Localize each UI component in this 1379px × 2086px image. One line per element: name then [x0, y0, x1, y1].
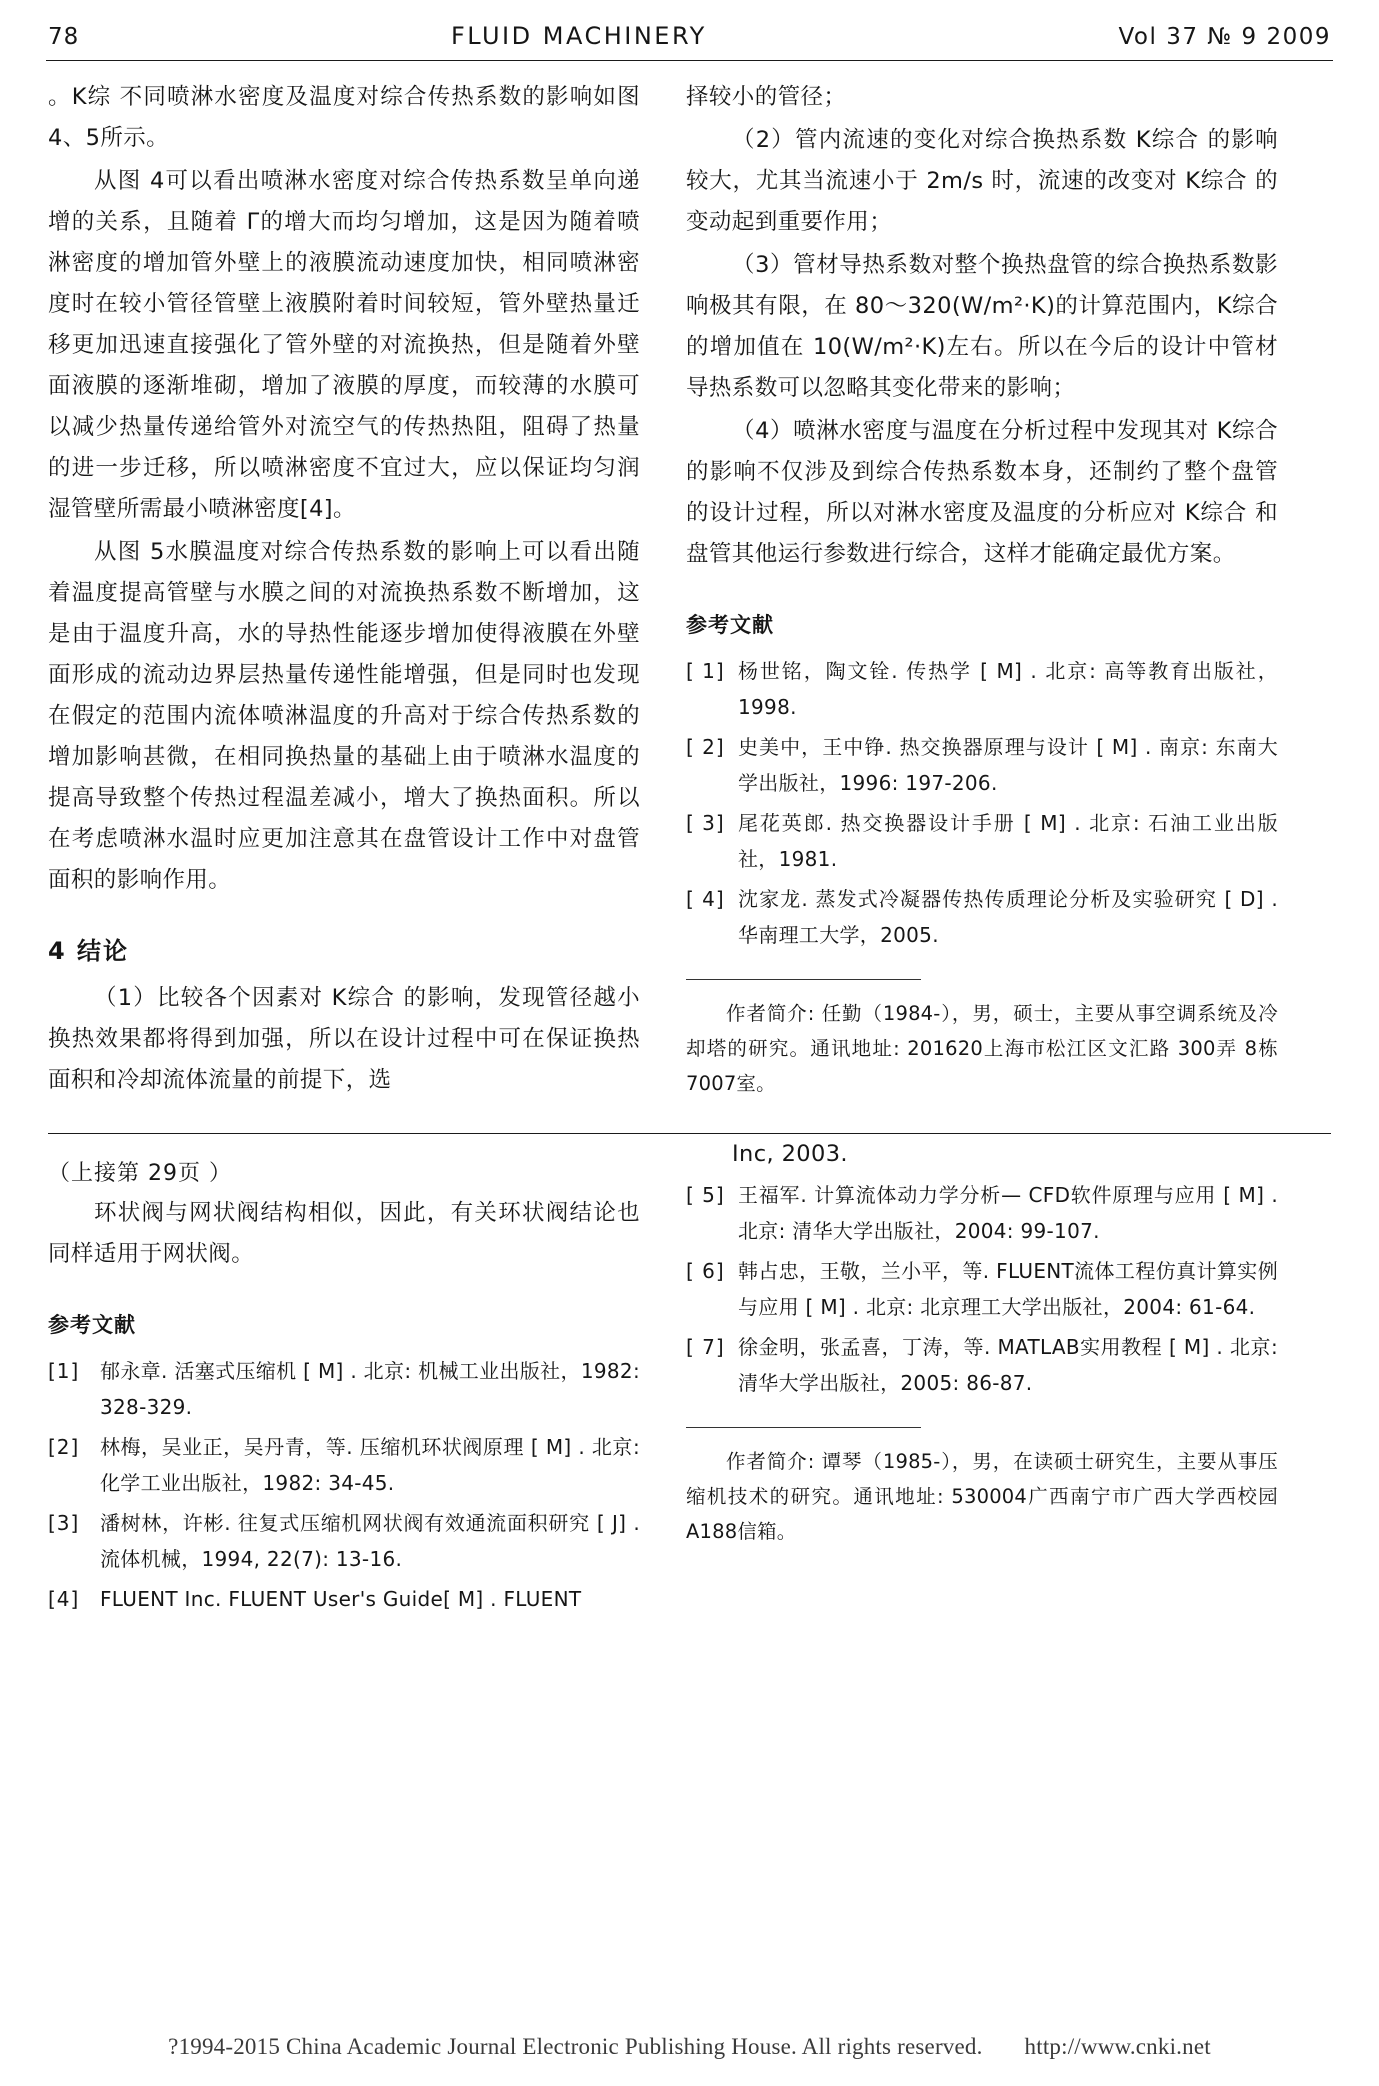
bio-divider	[686, 1427, 921, 1428]
reference-continuation: Inc, 2003.	[732, 1141, 848, 1167]
reference-text: 林梅，吴业正，吴丹青，等. 压缩机环状阀原理 [ M] . 北京: 化学工业出版社，1982: 34-45.	[100, 1435, 640, 1495]
lower-right-column	[686, 1134, 1278, 1621]
running-head	[42, 0, 1337, 56]
reference-text: 王福军. 计算流体动力学分析— CFD软件原理与应用 [ M] . 北京: 清华大学出版社，2004: 99-107.	[738, 1183, 1278, 1243]
reference-number: [ 3]	[686, 811, 725, 835]
reference-text: 史美中，王中铮. 热交换器原理与设计 [ M] . 南京: 东南大学出版社，1996: 197-206.	[738, 735, 1278, 795]
reference-number: [ 4]	[686, 887, 725, 911]
volume-issue-year: Vol 37 № 9 2009	[1118, 24, 1331, 50]
paragraph: 从图 5水膜温度对综合传热系数的影响上可以看出随着温度提高管壁与水膜之间的对流换热系数不断增加，这是由于温度升高，水的导热性能逐步增加使得液膜在外壁面形成的流动边界层热量传递性能增强，但是同时也发现在假定的范围内流体喷淋温度的升高对于综合传热系数的增加影响甚微，在相同换热量的基础上由于喷淋水温度的提高导致整个传热过程温差减小，增大了换热面积。所以在考虑喷淋水温时应更加注意其在盘管设计工作中对盘管面积的影响作用。	[48, 539, 640, 893]
paragraph: （1）比较各个因素对 K综合 的影响，发现管径越小换热效果都将得到加强，所以在设计过程中可在保证换热面积和冷却流体流量的前提下，选	[48, 985, 640, 1093]
reference-text: 尾花英郎. 热交换器设计手册 [ M] . 北京: 石油工业出版社，1981.	[738, 811, 1278, 871]
list-item	[686, 805, 1278, 877]
section-heading-conclusion: 4 结论	[48, 937, 130, 965]
journal-title: FLUID MACHINERY	[451, 22, 707, 50]
reference-number: [2]	[48, 1435, 80, 1459]
reference-list	[686, 653, 1278, 953]
list-item	[686, 881, 1278, 953]
reference-number: [3]	[48, 1511, 80, 1535]
list-item	[686, 1253, 1278, 1325]
page-number: 78	[48, 24, 80, 50]
reference-text: 沈家龙. 蒸发式冷凝器传热传质理论分析及实验研究 [ D] . 华南理工大学，2005.	[738, 887, 1278, 947]
list-item	[48, 1353, 640, 1425]
list-item	[686, 1177, 1278, 1249]
lower-left-column	[48, 1134, 640, 1621]
list-item	[686, 1329, 1278, 1401]
references-heading: 参考文献	[686, 613, 774, 637]
reference-number: [ 7]	[686, 1335, 725, 1359]
reference-text: FLUENT Inc. FLUENT User's Guide[ M] . FLUENT	[100, 1587, 582, 1611]
list-item	[48, 1429, 640, 1501]
bio-divider	[686, 979, 921, 980]
paragraph: （3）管材导热系数对整个换热盘管的综合换热系数影响极其有限，在 80～320(W/m²·K)的计算范围内，K综合 的增加值在 10(W/m²·K)左右。所以在今后的设计中管材导热系数可以忽略其变化带来的影响；	[686, 252, 1278, 401]
paragraph: 。K综 不同喷淋水密度及温度对综合传热系数的影响如图 4、5所示。	[48, 84, 640, 151]
reference-list	[48, 1353, 640, 1617]
paragraph: 从图 4可以看出喷淋水密度对综合传热系数呈单向递增的关系，且随着 Γ的增大而均匀增加，这是因为随着喷淋密度的增加管外壁上的液膜流动速度加快，相同喷淋密度时在较小管径管壁上液膜附着时间较短，管外壁热量迁移更加迅速直接强化了管外壁的对流换热，但是随着外壁面液膜的逐渐堆砌，增加了液膜的厚度，而较薄的水膜可以减少热量传递给管外对流空气的传热热阻，阻碍了热量的进一步迁移，所以喷淋密度不宜过大，应以保证均匀润湿管壁所需最小喷淋密度[4]。	[48, 168, 640, 522]
reference-number: [ 5]	[686, 1183, 725, 1207]
paragraph: 择较小的管径；	[686, 84, 847, 110]
list-item	[686, 653, 1278, 725]
reference-number: [4]	[48, 1587, 80, 1611]
reference-number: [1]	[48, 1359, 80, 1383]
reference-list	[686, 1177, 1278, 1401]
footer	[0, 2034, 1379, 2060]
upper-left-column	[48, 77, 640, 1103]
list-item	[48, 1581, 640, 1617]
reference-text: 杨世铭，陶文铨. 传热学 [ M] . 北京: 高等教育出版社，1998.	[738, 659, 1278, 719]
upper-right-column	[686, 77, 1278, 1103]
reference-text: 郁永章. 活塞式压缩机 [ M] . 北京: 机械工业出版社，1982: 328-329.	[100, 1359, 640, 1419]
list-item	[48, 1505, 640, 1577]
continued-from-note: （上接第 29页 ）	[48, 1161, 232, 1186]
copyright-text: ?1994-2015 China Academic Journal Electronic Publishing House. All rights reserved.	[168, 2034, 983, 2059]
paragraph: （4）喷淋水密度与温度在分析过程中发现其对 K综合 的影响不仅涉及到综合传热系数本身，还制约了整个盘管的设计过程，所以对淋水密度及温度的分析应对 K综合 和盘管其他运行参数进行综合，这样才能确定最优方案。	[686, 418, 1278, 567]
list-item	[686, 729, 1278, 801]
reference-number: [ 2]	[686, 735, 725, 759]
reference-text: 徐金明，张孟喜，丁涛，等. MATLAB实用教程 [ M] . 北京: 清华大学出版社，2005: 86-87.	[738, 1335, 1278, 1395]
author-bio: 作者简介: 谭琴（1985-），男，在读硕士研究生，主要从事压缩机技术的研究。通讯地址: 530004广西南宁市广西大学西校园 A188信箱。	[686, 1450, 1278, 1543]
reference-text: 潘树林，许彬. 往复式压缩机网状阀有效通流面积研究 [ J] . 流体机械，1994, 22(7): 13-16.	[100, 1511, 640, 1571]
lower-article-columns	[42, 1134, 1337, 1621]
upper-article-columns	[42, 61, 1337, 1103]
reference-text: 韩占忠，王敬，兰小平，等. FLUENT流体工程仿真计算实例与应用 [ M] . 北京: 北京理工大学出版社，2004: 61-64.	[738, 1259, 1278, 1319]
author-bio: 作者简介: 任勤（1984-），男，硕士，主要从事空调系统及冷却塔的研究。通讯地址: 201620上海市松江区文汇路 300弄 8栋 7007室。	[686, 1002, 1278, 1095]
paragraph: （2）管内流速的变化对综合换热系数 K综合 的影响较大，尤其当流速小于 2m/s 时，流速的改变对 K综合 的变动起到重要作用；	[686, 127, 1278, 235]
paragraph: 环状阀与网状阀结构相似，因此，有关环状阀结论也同样适用于网状阀。	[48, 1200, 640, 1267]
references-heading: 参考文献	[48, 1313, 136, 1337]
reference-number: [ 6]	[686, 1259, 725, 1283]
publisher-url[interactable]: http://www.cnki.net	[1024, 2034, 1211, 2059]
reference-number: [ 1]	[686, 659, 725, 683]
